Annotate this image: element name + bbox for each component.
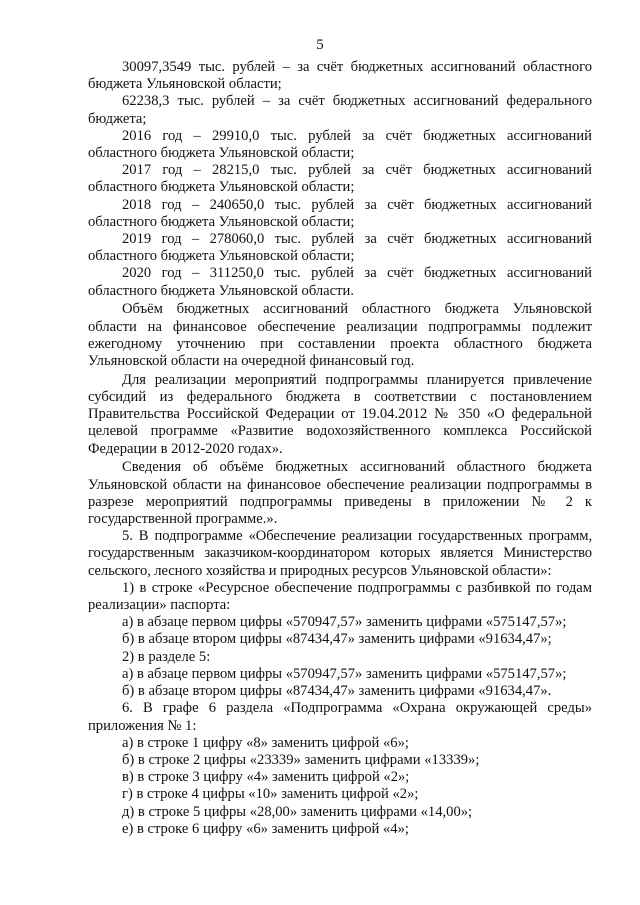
paragraph-item-6-a: а) в строке 1 цифру «8» заменить цифрой «6»; (122, 734, 409, 751)
paragraph-budget-clarification: Объём бюджетных ассигнований областного бюджета Ульяновской области на финансовое обеспечение реализации подпрограммы подлежит ежегодному уточнению при составлении проекта областного бюджета Ульяновской области на очередной финансовый год. (88, 301, 592, 370)
paragraph-item-6-b: б) в строке 2 цифры «23339» заменить цифрами «13339»; (122, 751, 480, 768)
paragraph-funding-2018: 2018 год – 240650,0 тыс. рублей за счёт бюджетных ассигнований областного бюджета Ульяновской области; (88, 196, 592, 230)
paragraph-item-5-2-b: б) в абзаце втором цифры «87434,47» заменить цифрами «91634,47». (122, 683, 552, 700)
paragraph-item-5-1-b: б) в абзаце втором цифры «87434,47» заменить цифрами «91634,47»; (122, 631, 552, 648)
paragraph-funding-2017: 2017 год – 28215,0 тыс. рублей за счёт бюджетных ассигнований областного бюджета Ульяновской области; (88, 162, 592, 196)
paragraph-item-6-g: г) в строке 4 цифры «10» заменить цифрой «2»; (122, 786, 419, 803)
paragraph-appendix-reference: Сведения об объёме бюджетных ассигнований областного бюджета Ульяновской области на финансовое обеспечение реализации подпрограммы в разрезе мероприятий подпрограммы приведены в приложении № 2 к государственной программе.». (88, 459, 592, 528)
paragraph-item-6-d: д) в строке 5 цифры «28,00» заменить цифрами «14,00»; (122, 803, 473, 820)
paragraph-item-5-2-a: а) в абзаце первом цифры «570947,57» заменить цифрами «575147,57»; (122, 665, 567, 682)
paragraph-funding-2019: 2019 год – 278060,0 тыс. рублей за счёт бюджетных ассигнований областного бюджета Ульяновской области; (88, 231, 592, 265)
paragraph-item-6-e: е) в строке 6 цифру «6» заменить цифрой «4»; (122, 820, 409, 837)
page-number: 5 (316, 37, 324, 53)
paragraph-item-5-1: 1) в строке «Ресурсное обеспечение подпрограммы с разбивкой по годам реализации» паспорта: (88, 579, 592, 614)
paragraph-funding-2020: 2020 год – 311250,0 тыс. рублей за счёт бюджетных ассигнований областного бюджета Ульяновской области. (88, 265, 592, 299)
paragraph-funding-regional-total: 30097,3549 тыс. рублей – за счёт бюджетных ассигнований областного бюджета Ульяновской области; (88, 59, 592, 93)
paragraph-funding-2016: 2016 год – 29910,0 тыс. рублей за счёт бюджетных ассигнований областного бюджета Ульяновской области; (88, 127, 592, 162)
paragraph-funding-federal-total: 62238,3 тыс. рублей – за счёт бюджетных ассигнований федерального бюджета; (88, 93, 592, 127)
paragraph-item-5-2: 2) в разделе 5: (122, 648, 211, 665)
document-body (88, 59, 592, 838)
paragraph-item-5: 5. В подпрограмме «Обеспечение реализации государственных программ, государственным заказчиком-координатором которых является Министерство сельского, лесного хозяйства и природных ресурсов Ульяновской области»: (88, 528, 592, 579)
paragraph-federal-subsidies: Для реализации мероприятий подпрограммы планируется привлечение субсидий из федерального бюджета в соответствии с постановлением Правительства Российской Федерации от 19.04.2012 № 350 «О федеральной целевой программе «Развитие водохозяйственного комплекса Российской Федерации в 2012-2020 годах». (88, 371, 592, 457)
paragraph-item-6: 6. В графе 6 раздела «Подпрограмма «Охрана окружающей среды» приложения № 1: (88, 700, 592, 734)
paragraph-item-5-1-a: а) в абзаце первом цифры «570947,57» заменить цифрами «575147,57»; (122, 614, 567, 631)
paragraph-item-6-v: в) в строке 3 цифру «4» заменить цифрой «2»; (122, 769, 410, 786)
